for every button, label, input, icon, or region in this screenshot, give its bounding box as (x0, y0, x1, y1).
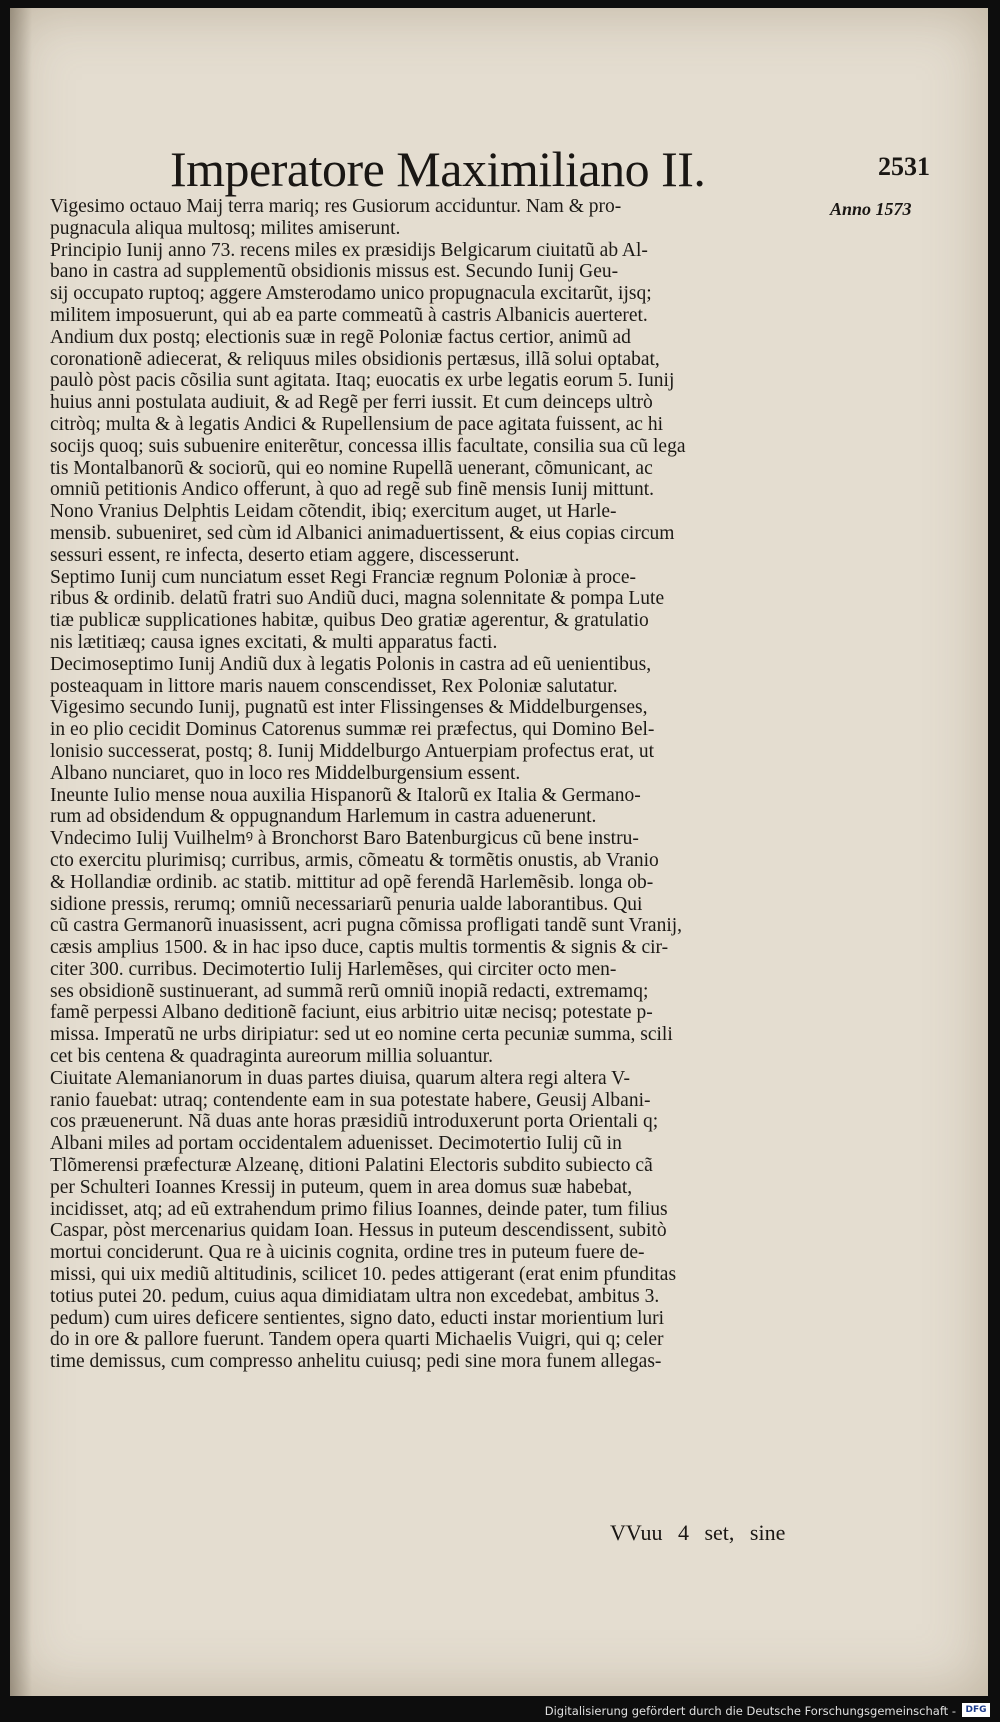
text-line: tiæ publicæ supplicationes habitæ, quibus Deo gratiæ agerentur, & gratulatio (50, 610, 649, 632)
text-line: ranio fauebat: utraq; contendente eam in sua potestate habere, Geusij Albani- (50, 1089, 651, 1111)
text-line: sessuri essent, re infecta, deserto etiam aggere, discesserunt. (50, 544, 520, 566)
text-line: huius anni postulata audiuit, & ad Regẽ per ferri iussit. Et cum deinceps ultrò (50, 392, 653, 414)
text-line: Albano nunciaret, quo in loco res Middelburgensium essent. (50, 762, 521, 784)
text-line: paulò pòst pacis cõsilia sunt agitata. Itaq; euocatis ex urbe legatis eorum 5. Iunij (50, 370, 675, 392)
text-line: Ciuitate Alemanianorum in duas partes diuisa, quarum altera regi altera V- (50, 1067, 630, 1089)
text-line: coronationẽ adiecerat, & reliquus miles obsidionis pertæsus, illã solui optabat, (50, 348, 660, 370)
text-line: Tlõmerensi præfecturæ Alzeanę, ditioni Palatini Electoris subdito subiecto cã (50, 1155, 653, 1177)
book-page (10, 8, 988, 1696)
text-line: rum ad obsidendum & oppugnandum Harlemum in castra aduenerunt. (50, 806, 597, 828)
text-line: in eo plio cecidit Dominus Catorenus summæ rei præfectus, qui Domino Bel- (50, 719, 655, 741)
text-line: Vigesimo octauo Maij terra mariq; res Gusiorum acciduntur. Nam & pro- (50, 196, 622, 217)
body-text (50, 196, 830, 1373)
running-title: Imperatore Maximiliano II. (170, 141, 706, 197)
text-line: Principio Iunij anno 73. recens miles ex præsidijs Belgicarum ciuitatũ ab Al- (50, 239, 648, 261)
text-line: cæsis amplius 1500. & in hac ipso duce, captis multis tormentis & signis & cir- (50, 937, 669, 959)
text-line: pedum) cum uires deficere sentientes, signo dato, educti instar morientium luri (50, 1307, 665, 1329)
text-line: lonisio successerat, postq; 8. Iunij Middelburgo Antuerpiam profectus erat, ut (50, 740, 655, 762)
catchword-signature: VVuu 4 set, sine (610, 1520, 786, 1545)
footer-bar (0, 1700, 1000, 1722)
text-line: ribus & ordinib. delatũ fratri suo Andiũ duci, magna solennitate & pompa Lute (50, 588, 665, 610)
text-line: totius putei 20. pedum, cuius aqua dimidiatam ultra non excedebat, ambitus 3. (50, 1285, 660, 1307)
text-line: bano in castra ad supplementũ obsidionis missus est. Secundo Iunij Geu- (50, 261, 619, 283)
text-line: Albani miles ad portam occidentalem aduenisset. Decimotertio Iulij cũ in (50, 1133, 622, 1155)
funding-credit: Digitalisierung gefördert durch die Deutsche Forschungsgemeinschaft - (544, 1704, 956, 1718)
text-line: Septimo Iunij cum nunciatum esset Regi Franciæ regnum Poloniæ à proce- (50, 566, 636, 588)
text-line: per Schulteri Ioannes Kressij in puteum, quem in area domus suæ habebat, (50, 1176, 633, 1198)
text-line: cet bis centena & quadraginta aureorum millia soluantur. (50, 1046, 493, 1068)
text-line: Vndecimo Iulij Vuilhelmꝰ à Bronchorst Baro Batenburgicus cũ bene instru- (50, 828, 639, 850)
page-number: 2531 (878, 152, 930, 181)
text-line: militem imposuerunt, qui ab ea parte commeatũ à castris Albanicis auerteret. (50, 304, 648, 326)
text-line: incidisset, atq; ad eũ extrahendum primo filius Ioannes, deinde pater, tum filius (50, 1198, 668, 1220)
text-line: mensib. subueniret, sed cùm id Albanici animaduertissent, & eius copias circum (50, 522, 675, 544)
dfg-logo: DFG (962, 1703, 990, 1717)
text-line: ses obsidionẽ sustinuerant, ad summã rerũ omniũ inopiã redacti, extremamq; (50, 980, 649, 1002)
text-line: Caspar, pòst mercenarius quidam Ioan. Hessus in puteum descendissent, subitò (50, 1220, 667, 1242)
text-line: cos præuenerunt. Nã duas ante horas præsidiũ introduxerunt porta Orientali q; (50, 1111, 659, 1133)
text-line: posteaquam in littore maris nauem conscendisset, Rex Poloniæ salutatur. (50, 675, 618, 697)
text-line: missa. Imperatũ ne urbs diripiatur: sed ut eo nomine certa pecuniæ summa, scili (50, 1024, 673, 1046)
text-line: Andium dux postq; electionis suæ in regẽ Poloniæ factus certior, animũ ad (50, 326, 631, 348)
text-line: pugnacula aliqua multosq; milites amiserunt. (50, 217, 401, 239)
text-line: tis Montalbanorũ & sociorũ, qui eo nomine Rupellã uenerant, cõmunicant, ac (50, 457, 653, 479)
text-line: time demissus, cum compresso anhelitu cuiusq; pedi sine mora funem allegas- (50, 1351, 662, 1373)
text-line: do in ore & pallore fuerunt. Tandem opera quarti Michaelis Vuigri, qui q; celer (50, 1329, 664, 1351)
text-line: citròq; multa & à legatis Andici & Rupellensium de pace agitata fuissent, ac hi (50, 413, 664, 435)
text-line: omniũ petitionis Andico offerunt, à quo ad regẽ sub finẽ mensis Iunij mittunt. (50, 479, 655, 501)
text-line: Vigesimo secundo Iunij, pugnatũ est inter Flissingenses & Middelburgenses, (50, 697, 648, 719)
text-line: sidione pressis, rerumq; omniũ necessariarũ penuria ualde laborantibus. Qui (50, 893, 643, 915)
text-line: sij occupato ruptoq; aggere Amsterodamo unico propugnacula excitarũt, ijsq; (50, 283, 652, 305)
text-line: Decimoseptimo Iunij Andiũ dux à legatis Polonis in castra ad eũ uenientibus, (50, 653, 652, 675)
text-line: citer 300. curribus. Decimotertio Iulij Harlemẽses, qui circiter octo men- (50, 958, 617, 980)
text-line: missi, qui uix mediũ altitudinis, scilicet 10. pedes attigerant (erat enim pfunditas (50, 1264, 677, 1286)
text-line: socijs quoq; suis subuenire eniterẽtur, concessa illis facultate, consilia sua cũ lega (50, 435, 686, 457)
text-line: cto exercitu plurimisq; curribus, armis, cõmeatu & tormẽtis onustis, ab Vranio (50, 849, 659, 871)
page-header (170, 140, 958, 202)
text-line: famẽ perpessi Albano deditionẽ faciunt, eius arbitrio uitæ necisq; potestate p- (50, 1002, 653, 1024)
text-line: mortui conciderunt. Qua re à uicinis cognita, ordine tres in puteum fuere de- (50, 1242, 645, 1264)
text-line: cũ castra Germanorũ inuasissent, acri pugna cõmissa profligati tandẽ sunt Vranij, (50, 915, 683, 937)
text-line: & Hollandiæ ordinib. ac statib. mittitur ad opẽ ferendã Harlemẽsib. longa ob- (50, 871, 654, 893)
text-line: Ineunte Iulio mense noua auxilia Hispanorũ & Italorũ ex Italia & Germano- (50, 784, 641, 806)
text-line: Nono Vranius Delphtis Leidam cõtendit, ibiq; exercitum auget, ut Harle- (50, 501, 617, 523)
text-line: nis lætitiæq; causa ignes excitati, & multi apparatus facti. (50, 631, 498, 653)
page-gutter-shadow (10, 8, 32, 1696)
margin-note-year: Anno 1573 (830, 199, 912, 219)
